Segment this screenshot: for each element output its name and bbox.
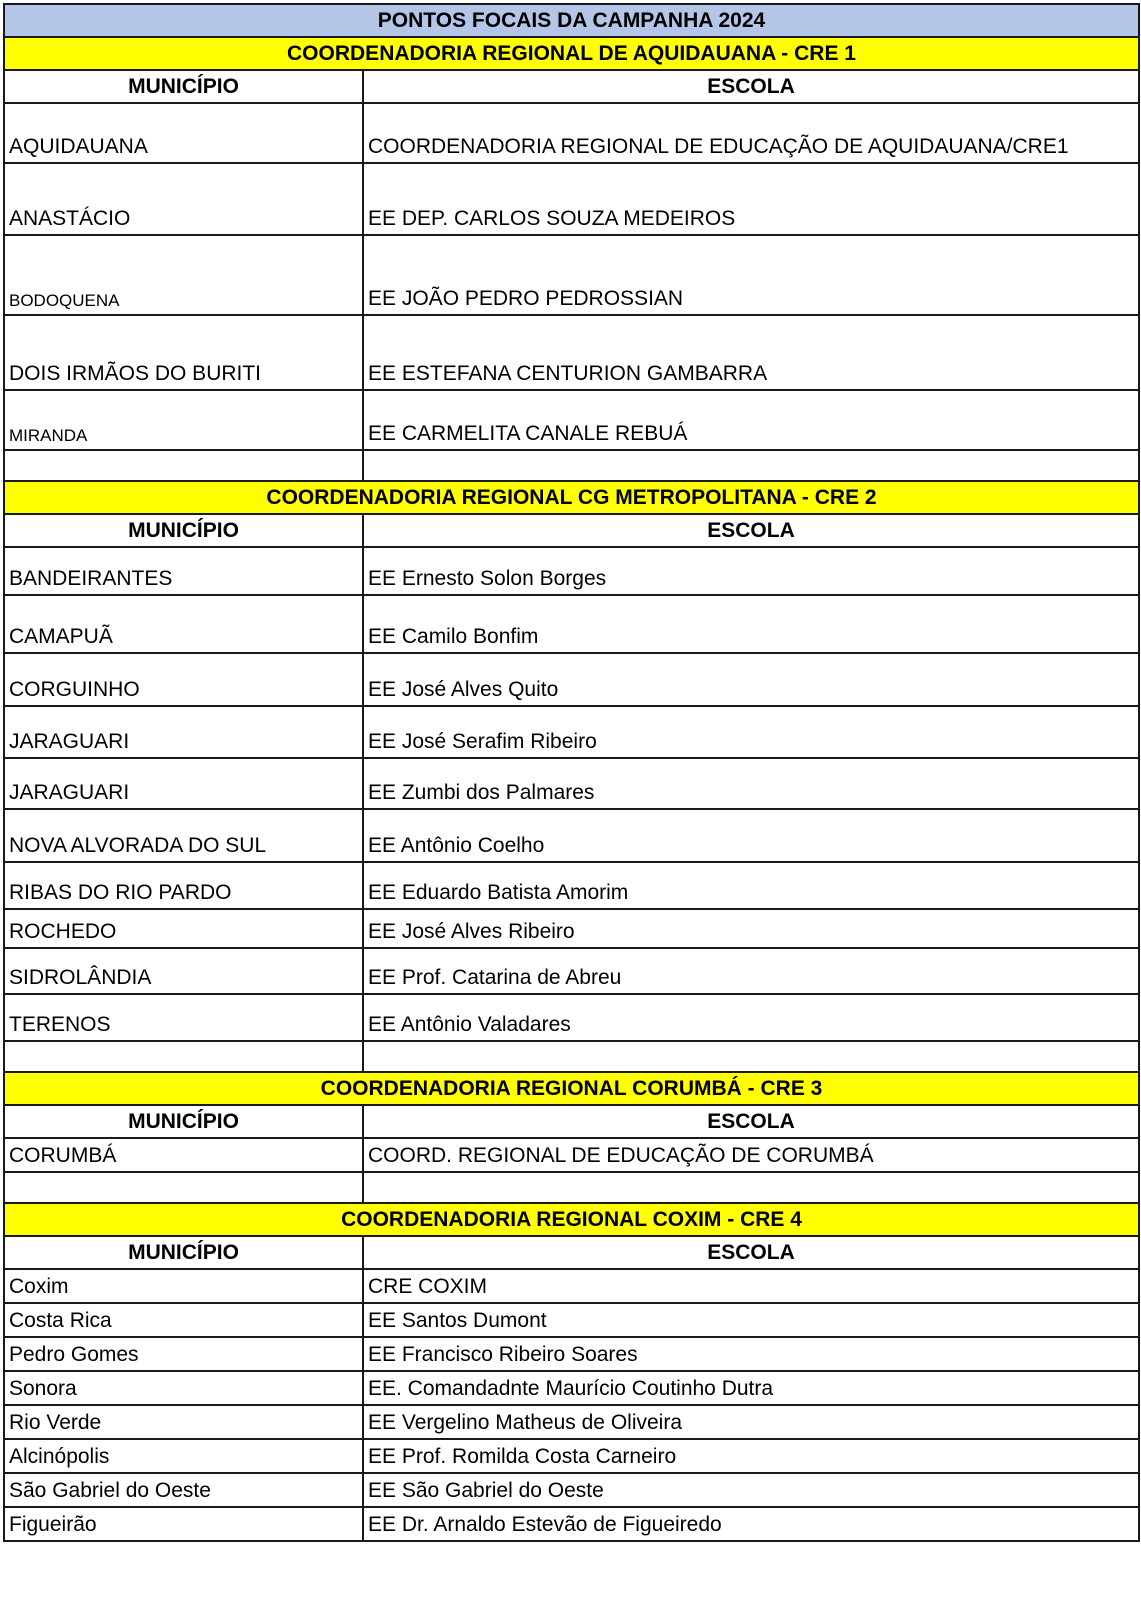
municipio-cell: Pedro Gomes [4,1337,363,1371]
municipio-cell: RIBAS DO RIO PARDO [4,862,363,909]
escola-cell: EE Antônio Coelho [363,809,1139,862]
escola-cell: EE Dr. Arnaldo Estevão de Figueiredo [363,1507,1139,1541]
escola-cell: EE São Gabriel do Oeste [363,1473,1139,1507]
municipio-cell: SIDROLÂNDIA [4,948,363,994]
table-row [4,758,1139,809]
municipio-cell: ANASTÁCIO [4,163,363,235]
spacer-row [4,450,1139,481]
table-row [4,315,1139,390]
municipio-cell: JARAGUARI [4,706,363,758]
municipio-cell: BODOQUENA [4,235,363,315]
title-row [4,4,1139,37]
municipio-cell: Sonora [4,1371,363,1405]
table-row [4,948,1139,994]
municipio-cell: MIRANDA [4,390,363,450]
escola-cell: EE JOÃO PEDRO PEDROSSIAN [363,235,1139,315]
column-header-row [4,1105,1139,1138]
escola-cell: EE CARMELITA CANALE REBUÁ [363,390,1139,450]
table-row [4,103,1139,163]
escola-cell: EE José Serafim Ribeiro [363,706,1139,758]
table-row [4,994,1139,1041]
municipio-cell: Alcinópolis [4,1439,363,1473]
escola-cell: COORDENADORIA REGIONAL DE EDUCAÇÃO DE AQUIDAUANA/CRE1 [363,103,1139,163]
escola-cell: EE Eduardo Batista Amorim [363,862,1139,909]
table-row [4,862,1139,909]
table-row [4,1303,1139,1337]
table-row [4,163,1139,235]
region-header-row [4,481,1139,514]
table-row [4,1439,1139,1473]
escola-cell: EE Antônio Valadares [363,994,1139,1041]
focal-points-table [3,3,1140,1542]
region-header-row [4,37,1139,70]
municipio-cell: ROCHEDO [4,909,363,948]
municipio-cell: São Gabriel do Oeste [4,1473,363,1507]
municipio-cell: CORGUINHO [4,653,363,706]
escola-cell: EE José Alves Ribeiro [363,909,1139,948]
municipio-cell: CORUMBÁ [4,1138,363,1172]
municipio-cell: AQUIDAUANA [4,103,363,163]
table-row [4,909,1139,948]
escola-cell: EE José Alves Quito [363,653,1139,706]
region-title: COORDENADORIA REGIONAL CG METROPOLITANA - CRE 2 [4,481,1139,514]
escola-cell: EE Camilo Bonfim [363,595,1139,653]
escola-cell: CRE COXIM [363,1269,1139,1303]
escola-cell: EE DEP. CARLOS SOUZA MEDEIROS [363,163,1139,235]
escola-cell: EE. Comandadnte Maurício Coutinho Dutra [363,1371,1139,1405]
table-row [4,547,1139,595]
table-row [4,1507,1139,1541]
municipio-cell: Costa Rica [4,1303,363,1337]
region-header-row [4,1072,1139,1105]
table-row [4,1337,1139,1371]
table-row [4,235,1139,315]
page-title: PONTOS FOCAIS DA CAMPANHA 2024 [4,4,1139,37]
table-row [4,1138,1139,1172]
municipio-cell: Rio Verde [4,1405,363,1439]
municipio-header: MUNICÍPIO [4,1105,363,1138]
municipio-cell: DOIS IRMÃOS DO BURITI [4,315,363,390]
escola-cell: COORD. REGIONAL DE EDUCAÇÃO DE CORUMBÁ [363,1138,1139,1172]
table-row [4,1405,1139,1439]
escola-cell: EE Prof. Catarina de Abreu [363,948,1139,994]
column-header-row [4,514,1139,547]
escola-cell: EE ESTEFANA CENTURION GAMBARRA [363,315,1139,390]
table-row [4,1371,1139,1405]
municipio-cell: BANDEIRANTES [4,547,363,595]
escola-header: ESCOLA [363,1105,1139,1138]
region-title: COORDENADORIA REGIONAL COXIM - CRE 4 [4,1203,1139,1236]
escola-cell: EE Santos Dumont [363,1303,1139,1337]
municipio-cell: NOVA ALVORADA DO SUL [4,809,363,862]
municipio-cell: CAMAPUÃ [4,595,363,653]
municipio-cell: TERENOS [4,994,363,1041]
region-title: COORDENADORIA REGIONAL CORUMBÁ - CRE 3 [4,1072,1139,1105]
municipio-header: MUNICÍPIO [4,70,363,103]
table-row [4,653,1139,706]
table-row [4,809,1139,862]
table-row [4,390,1139,450]
escola-cell: EE Zumbi dos Palmares [363,758,1139,809]
municipio-cell: Coxim [4,1269,363,1303]
spacer-row [4,1172,1139,1203]
table-row [4,1269,1139,1303]
escola-cell: EE Francisco Ribeiro Soares [363,1337,1139,1371]
escola-header: ESCOLA [363,70,1139,103]
municipio-cell: JARAGUARI [4,758,363,809]
escola-header: ESCOLA [363,1236,1139,1269]
spacer-row [4,1041,1139,1072]
escola-cell: EE Ernesto Solon Borges [363,547,1139,595]
region-header-row [4,1203,1139,1236]
municipio-header: MUNICÍPIO [4,1236,363,1269]
escola-header: ESCOLA [363,514,1139,547]
municipio-cell: Figueirão [4,1507,363,1541]
escola-cell: EE Vergelino Matheus de Oliveira [363,1405,1139,1439]
column-header-row [4,70,1139,103]
escola-cell: EE Prof. Romilda Costa Carneiro [363,1439,1139,1473]
table-row [4,706,1139,758]
table-row [4,1473,1139,1507]
region-title: COORDENADORIA REGIONAL DE AQUIDAUANA - CRE 1 [4,37,1139,70]
municipio-header: MUNICÍPIO [4,514,363,547]
table-row [4,595,1139,653]
column-header-row [4,1236,1139,1269]
